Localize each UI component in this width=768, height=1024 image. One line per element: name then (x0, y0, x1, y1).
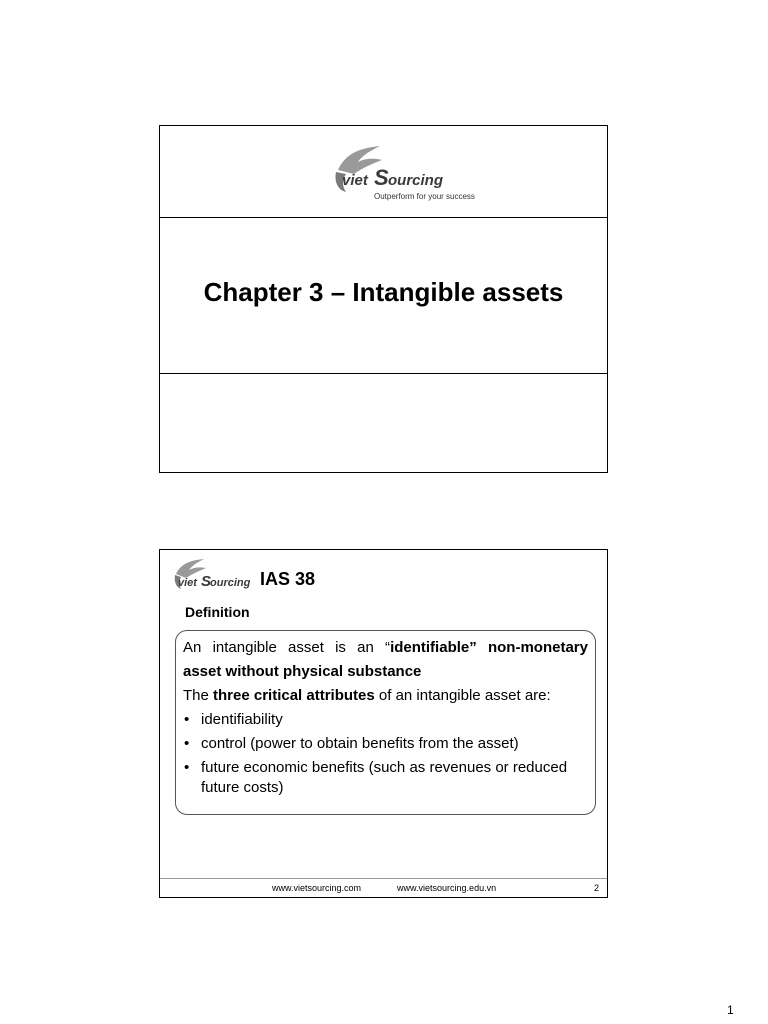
divider (160, 373, 607, 374)
list-item: • control (power to obtain benefits from the asset) (184, 735, 519, 752)
logo-brand-prefix: viet (178, 577, 197, 589)
vietsourcing-logo (332, 142, 488, 202)
list-item: • future economic benefits (such as revenues or reduced future costs) (184, 759, 568, 796)
definition-box (175, 630, 596, 815)
slide-2 (159, 549, 608, 898)
slide-subheading: Definition (185, 604, 250, 620)
definition-line-1: An intangible asset is an “identifiable” non-monetary (183, 639, 588, 656)
logo-brand-s: S (201, 573, 212, 590)
logo-brand-suffix: ourcing (388, 172, 443, 189)
slide-footer (272, 883, 496, 893)
footer-link-com[interactable]: www.vietsourcing.com (272, 883, 362, 893)
attributes-list (183, 710, 588, 798)
slide-number: 2 (593, 883, 599, 893)
page-number: 1 (727, 1003, 734, 1017)
slide-title: Chapter 3 – Intangible assets (203, 277, 564, 307)
logo-brand-s: S (374, 165, 389, 190)
footer-link-edu[interactable]: www.vietsourcing.edu.vn (397, 883, 497, 893)
divider (160, 217, 607, 218)
slide-heading: IAS 38 (260, 569, 316, 589)
slide-1 (159, 125, 608, 473)
footer-divider (160, 878, 607, 879)
logo-brand-prefix: viet (342, 172, 368, 189)
definition-line-2: asset without physical substance (183, 663, 422, 680)
attributes-intro: The three critical attributes of an intangible asset are: (183, 687, 551, 704)
list-item: • identifiability (184, 711, 283, 728)
logo-tagline: Outperform for your success (374, 192, 475, 201)
logo-brand-suffix: ourcing (210, 577, 251, 589)
vietsourcing-logo (172, 556, 252, 594)
